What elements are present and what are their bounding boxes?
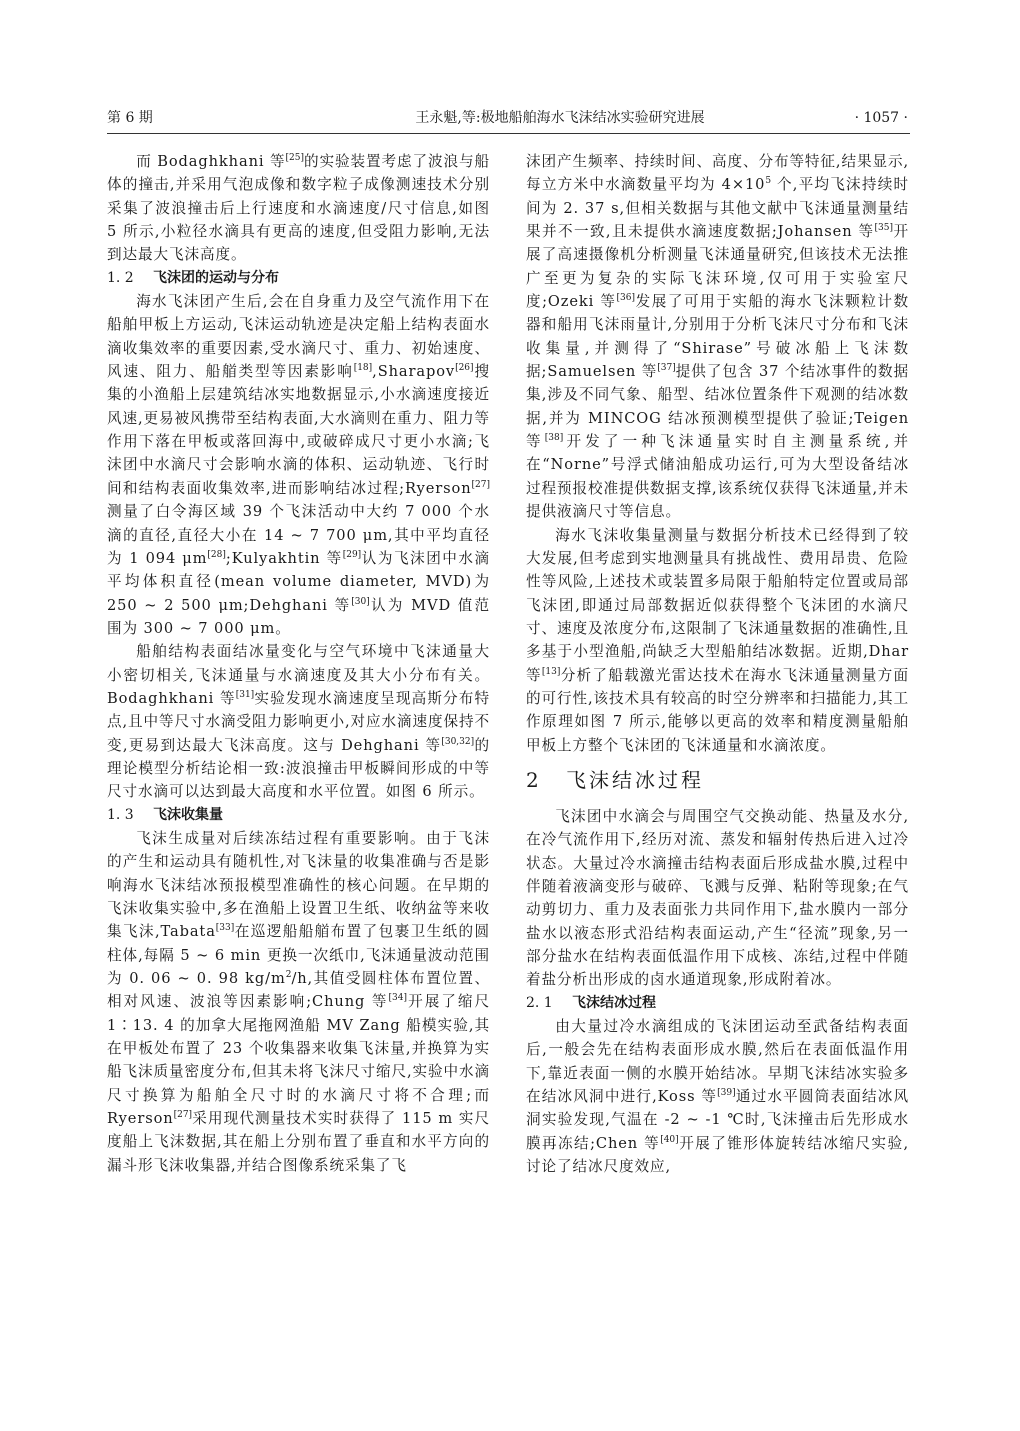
paragraph-text: 采用现代测量技术实时获得了 115 m 实尺度船上飞沫数据,其在船上分别布置了垂直和水平方向的漏斗形飞沫收集器,并结合图像系统采集了飞 bbox=[107, 1110, 490, 1174]
citation-superscript: [31] bbox=[235, 689, 255, 700]
citation-superscript: [28] bbox=[207, 549, 226, 560]
paragraph-text: 开展了锥形体旋转结冰缩尺实验,讨论了结冰尺度效应, bbox=[526, 1134, 910, 1176]
section-title: 飞沫收集量 bbox=[153, 806, 223, 823]
body-paragraph bbox=[526, 805, 909, 992]
paragraph-text: 由大量过冷水滴组成的飞沫团运动至武备结构表面后,一般会先在结构表面形成水膜,然后在表面低温作用下,靠近表面一侧的水膜开始结冰。早期飞沫结冰实验多在结冰风洞中进行,Koss 等 bbox=[526, 1018, 909, 1106]
citation-superscript: [25] bbox=[285, 153, 304, 163]
paragraph-text: 搜集的小渔船上层建筑结冰实地数据显示,小水滴速度接近风速,更易被风携带至结构表面,大水滴则在重力、阻力等作用下落在甲板或落回海中,或破碎成尺寸更小水滴;飞沫团中水滴尺寸会影响水滴的体积、运动轨迹、飞行时间和结构表面收集效率,进而影响结冰过程;Ryerson bbox=[107, 363, 490, 497]
citation-superscript: [33] bbox=[215, 923, 235, 934]
paragraph-text: 的实验装置考虑了波浪与船体的撞击,并采用气泡成像和数字粒子成像测速技术分别采集了波浪撞击后上行速度和水滴速度/尺寸信息,如图 5 所示,小粒径水滴具有更高的速度,但受阻力影响,无法到达最大飞沫高度。 bbox=[107, 153, 490, 264]
paragraph-text: ,Sharapov bbox=[372, 363, 456, 381]
citation-superscript: [40] bbox=[660, 1134, 679, 1145]
body-paragraph bbox=[107, 640, 490, 803]
section-heading bbox=[526, 765, 909, 795]
citation-superscript: [30] bbox=[351, 596, 370, 607]
paragraph-text: 实验发现水滴速度呈现高斯分布特点,且中等尺寸水滴受阻力影响更小,对应水滴速度保持不变,更易到达最大飞沫高度。这与 Dehghani 等 bbox=[107, 689, 490, 754]
citation-superscript: [34] bbox=[388, 993, 407, 1004]
issue-number: 第 6 期 bbox=[107, 110, 153, 126]
citation-superscript: [29] bbox=[342, 549, 362, 560]
body-paragraph bbox=[107, 290, 490, 640]
page-number: · 1057 · bbox=[854, 110, 908, 126]
citation-superscript: 2 bbox=[285, 970, 292, 981]
citation-superscript: [37] bbox=[657, 363, 676, 374]
body-paragraph bbox=[526, 150, 909, 524]
subsection-heading bbox=[107, 267, 490, 290]
running-title: 王永魁,等:极地船舶海水飞沫结冰实验研究进展 bbox=[415, 110, 705, 126]
citation-superscript: [39] bbox=[717, 1088, 736, 1099]
citation-superscript: [36] bbox=[616, 293, 635, 304]
section-number: 1. 3 bbox=[107, 806, 134, 823]
paragraph-text: 测量了白令海区域 39 个飞沫活动中大约 7 000 个水滴的直径,直径大小在 14 ~ 7 700 μm,其中平均直径为 1 094 μm bbox=[107, 503, 490, 567]
paragraph-text: 飞沫团中水滴会与周围空气交换动能、热量及水分,在冷气流作用下,经历对流、蒸发和辐射传热后进入过冷状态。大量过冷水滴撞击结构表面后形成盐水膜,过程中伴随着液滴变形与破碎、飞溅与反弹、粘附等现象;在气动剪切力、重力及表面张力共同作用下,盐水膜内一部分盐水以液态形式沿结构表面运动,产生“径流”现象,另一部分盐水在结构表面低温作用下成核、冻结,过程中伴随着盐分析出形成的卤水通道现象,形成附着冰。 bbox=[526, 807, 909, 989]
body-paragraph bbox=[526, 1015, 909, 1178]
citation-superscript: [26] bbox=[455, 363, 474, 374]
paragraph-text: /h,其值受圆柱体布置位置、相对风速、波浪等因素影响;Chung 等 bbox=[107, 970, 490, 1011]
section-number: 1. 2 bbox=[107, 269, 134, 286]
paragraph-text: 的理论模型分析结论相一致:波浪撞击甲板瞬间形成的中等尺寸水滴可以达到最大高度和水平位置。如图 6 所示。 bbox=[107, 736, 490, 801]
citation-superscript: [27] bbox=[471, 479, 490, 490]
citation-superscript: [13] bbox=[541, 666, 561, 677]
paragraph-text: 开展了缩尺 1∶13. 4 的加拿大尾拖网渔船 MV Zang 船模实验,其在甲板处布置了 23 个收集器来收集飞沫量,并换算为实船飞沫质量密度分布,但其未将飞沫尺寸缩尺,实验中水滴尺寸换算为船舶全尺寸时的水滴尺寸将不合理;而 Ryerson bbox=[107, 993, 490, 1128]
citation-superscript: [18] bbox=[353, 363, 373, 374]
paragraph-text: 提供了包含 37 个结冰事件的数据集,涉及不同气象、船型、结冰位置条件下观测的结冰数据,并为 MINCOG 结冰预测模型提供了验证;Teigen 等 bbox=[526, 363, 909, 451]
body-paragraph bbox=[107, 827, 490, 1177]
paragraph-text: 海水飞沫收集量测量与数据分析技术已经得到了较大发展,但考虑到实地测量具有挑战性、费用昂贵、危险性等风险,上述技术或装置多局限于船舶特定位置或局部飞沫团,即通过局部数据近似获得整个飞沫团的水滴尺寸、速度及浓度分布,这限制了飞沫通量数据的准确性,且多基于小型渔船,尚缺乏大型船舶结冰数据。近期,Dhar 等 bbox=[526, 526, 909, 684]
section-title: 飞沫结冰过程 bbox=[572, 994, 656, 1011]
paragraph-text: 认为飞沫团中水滴平均体积直径(mean volume diameter, MVD)为 250 ~ 2 500 μm;Dehghani 等 bbox=[107, 549, 490, 614]
citation-superscript: [35] bbox=[874, 223, 894, 234]
paragraph-text: 海水飞沫团产生后,会在自身重力及空气流作用下在船舶甲板上方运动,飞沫运动轨迹是决定船上结构表面水滴收集效率的重要因素,受水滴尺寸、重力、初始速度、风速、阻力、船艏类型等因素影响 bbox=[107, 293, 490, 381]
section-number: 2 bbox=[526, 767, 542, 792]
paragraph-text: 分析了船载激光雷达技术在海水飞沫通量测量方面的可行性,该技术具有较高的时空分辨率和扫描能力,其工作原理如图 7 所示,能够以更高的效率和精度测量船舶甲板上方整个飞沫团的飞沫通量和水滴浓度。 bbox=[526, 666, 909, 754]
citation-superscript: [27] bbox=[173, 1110, 193, 1121]
citation-superscript: 5 bbox=[765, 176, 772, 187]
paragraph-text: 船舶结构表面结冰量变化与空气环境中飞沫通量大小密切相关,飞沫通量与水滴速度及其大小分布有关。Bodaghkhani 等 bbox=[107, 643, 490, 707]
paragraph-text: ;Kulyakhtin 等 bbox=[225, 549, 343, 567]
paragraph-text: 个,平均飞沫持续时间为 2. 37 s,但相关数据与其他文献中飞沫通量测量结果并不一致,且未提供水滴速度数据;Johansen 等 bbox=[526, 176, 910, 241]
subsection-heading bbox=[526, 992, 909, 1015]
citation-superscript: [30,32] bbox=[441, 736, 475, 747]
body-paragraph bbox=[526, 524, 909, 757]
header-rule bbox=[107, 133, 910, 134]
left-column bbox=[107, 150, 490, 1177]
section-title: 飞沫团的运动与分布 bbox=[153, 269, 279, 286]
paragraph-text: 沫团产生频率、持续时间、高度、分布等特征,结果显示,每立方米中水滴数量平均为 4×10 bbox=[526, 153, 909, 194]
paragraph-text: 认为 MVD 值范围为 300 ~ 7 000 μm。 bbox=[107, 596, 491, 637]
paragraph-text: 开展了高速摄像机分析测量飞沫通量研究,但该技术无法推广至更为复杂的实际飞沫环境,仅可用于实验室尺度;Ozeki 等 bbox=[526, 223, 910, 311]
paragraph-text: 飞沫生成量对后续冻结过程有重要影响。由于飞沫的产生和运动具有随机性,对飞沫量的收集准确与否是影响海水飞沫结冰预报模型准确性的核心问题。在早期的飞沫收集实验中,多在渔船上设置卫生纸、收纳盆等来收集飞沫,Tabata bbox=[107, 829, 490, 941]
paragraph-text: 通过水平圆筒表面结冰风洞实验发现,气温在 -2 ~ -1 ℃时,飞沫撞击后先形成水膜再冻结;Chen 等 bbox=[526, 1088, 909, 1152]
citation-superscript: [38] bbox=[544, 433, 564, 444]
paragraph-text: 发展了可用于实船的海水飞沫颗粒计数器和船用飞沫雨量计,分别用于分析飞沫尺寸分布和飞沫收集量,并测得了“Shirase”号破冰船上飞沫数据;Samuelsen 等 bbox=[526, 293, 909, 381]
paragraph-text: 开发了一种飞沫通量实时自主测量系统,并在“Norne”号浮式储油船成功运行,可为大型设备结冰过程预报校准提供数据支撑,该系统仅获得飞沫通量,并未提供液滴尺寸等信息。 bbox=[526, 433, 909, 521]
paragraph-text: 而 Bodaghkhani 等 bbox=[136, 153, 286, 170]
body-paragraph bbox=[107, 150, 490, 267]
section-title: 飞沫结冰过程 bbox=[566, 767, 704, 792]
right-column bbox=[526, 150, 909, 1178]
subsection-heading bbox=[107, 804, 490, 827]
section-number: 2. 1 bbox=[526, 994, 553, 1011]
paragraph-text: 在巡逻船船艏布置了包裹卫生纸的圆柱体,每隔 5 ~ 6 min 更换一次纸巾,飞沫通量波动范围为 0. 06 ~ 0. 98 kg/m bbox=[107, 923, 490, 988]
